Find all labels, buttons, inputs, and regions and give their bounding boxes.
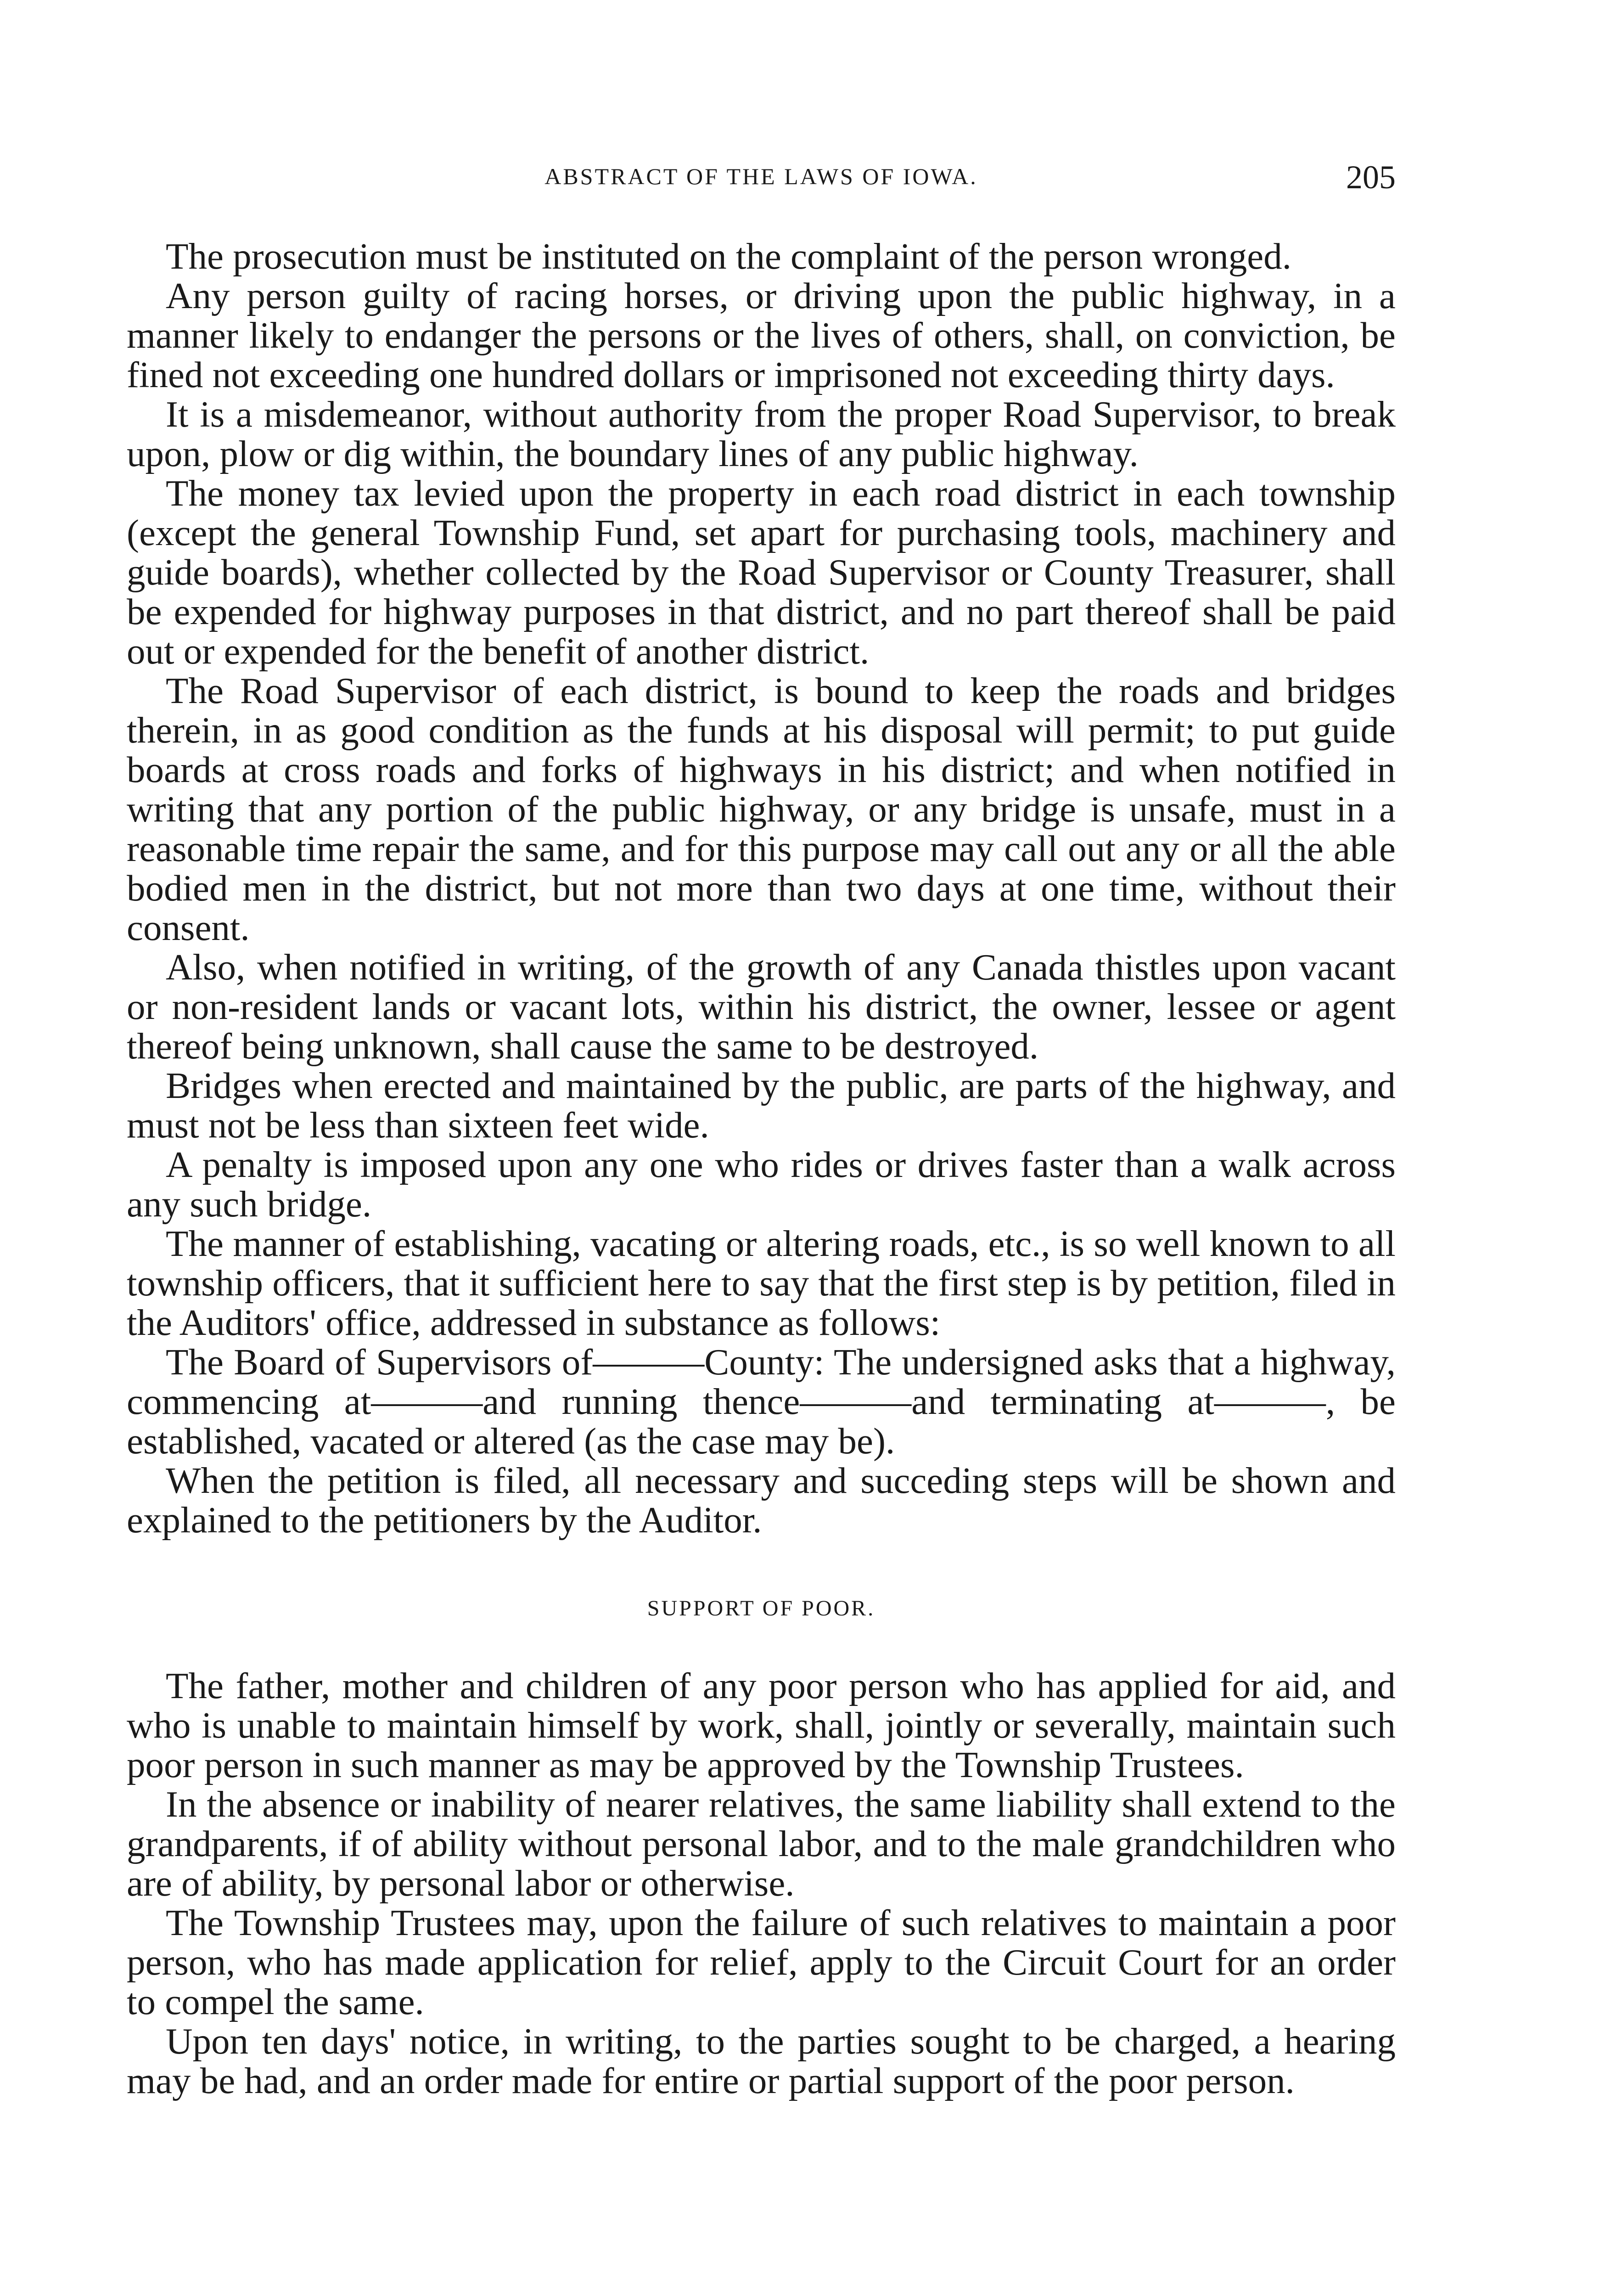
paragraph-money-tax: The money tax levied upon the property in each road district in each township (except the general Township Fund, set apart for purchasing tools, machinery and guide boards), whether collected by the Road Supervisor or County Treasurer, shall be expended for highway purposes in that district, and no part thereof shall be paid out or expended for the benefit of another district. (127, 473, 1396, 672)
paragraph-prosecution: The prosecution must be instituted on the complaint of the person wronged. (166, 236, 1291, 277)
paragraph-racing-horses: Any person guilty of racing horses, or driving upon the public highway, in a manner likely to endanger the persons or the lives of others, shall, on conviction, be fined not exceeding one hundred dollars or imprisoned not exceeding thirty days. (127, 275, 1396, 395)
paragraph-trustees-apply: The Township Trustees may, upon the failure of such relatives to maintain a poor person, who has made application for relief, apply to the Circuit Court for an order to compel the same. (127, 1902, 1396, 2022)
paragraph-canada-thistles: Also, when notified in writing, of the growth of any Canada thistles upon vacant or non-resident lands or vacant lots, within his district, the owner, lessee or agent thereof being unknown, shall cause the same to be destroyed. (127, 946, 1396, 1067)
paragraph-nearer-relatives: In the absence or inability of nearer relatives, the same liability shall extend to the grandparents, if of ability without personal labor, and to the male grandchildren who are of ability, by personal labor or otherwise. (127, 1784, 1396, 1904)
running-head (127, 158, 1396, 195)
paragraph-road-supervisor: The Road Supervisor of each district, is bound to keep the roads and bridges therein, in as good condition as the funds at his disposal will permit; to put guide boards at cross roads and forks of highways in his district; and when notified in writing that any portion of the public highway, or any bridge is unsafe, must in a reasonable time repair the same, and for this purpose may call out any or all the able bodied men in the district, but not more than two days at one time, without their consent. (127, 670, 1396, 948)
body-text (127, 236, 1396, 2100)
running-title: ABSTRACT OF THE LAWS OF IOWA. (544, 163, 978, 189)
paragraph-misdemeanor: It is a misdemeanor, without authority from the proper Road Supervisor, to break upon, plow or dig within, the boundary lines of any public highway. (127, 394, 1396, 474)
paragraph-petition-form: The Board of Supervisors of———County: The undersigned asks that a highway, commencing at———and running thence———and terminating at———, be established, vacated or altered (as the case may be). (127, 1341, 1396, 1462)
paragraph-establishing-roads: The manner of establishing, vacating or altering roads, etc., is so well known to all township officers, that it sufficient here to say that the first step is by petition, filed in the Auditors' office, addressed in substance as follows: (127, 1223, 1396, 1343)
paragraph-penalty: A penalty is imposed upon any one who rides or drives faster than a walk across any such bridge. (127, 1144, 1396, 1225)
section-heading-support-of-poor: SUPPORT OF POOR. (647, 1596, 875, 1621)
paragraph-petition-filed: When the petition is filed, all necessary and succeding steps will be shown and explained to the petitioners by the Auditor. (127, 1460, 1396, 1541)
paragraph-hearing: Upon ten days' notice, in writing, to the parties sought to be charged, a hearing may be had, and an order made for entire or partial support of the poor person. (127, 2020, 1396, 2101)
paragraph-family-support: The father, mother and children of any poor person who has applied for aid, and who is unable to maintain himself by work, shall, jointly or severally, maintain such poor person in such manner as may be approved by the Township Trustees. (127, 1665, 1396, 1785)
paragraph-bridges: Bridges when erected and maintained by the public, are parts of the highway, and must not be less than sixteen feet wide. (127, 1065, 1396, 1146)
page-number: 205 (1346, 159, 1396, 196)
